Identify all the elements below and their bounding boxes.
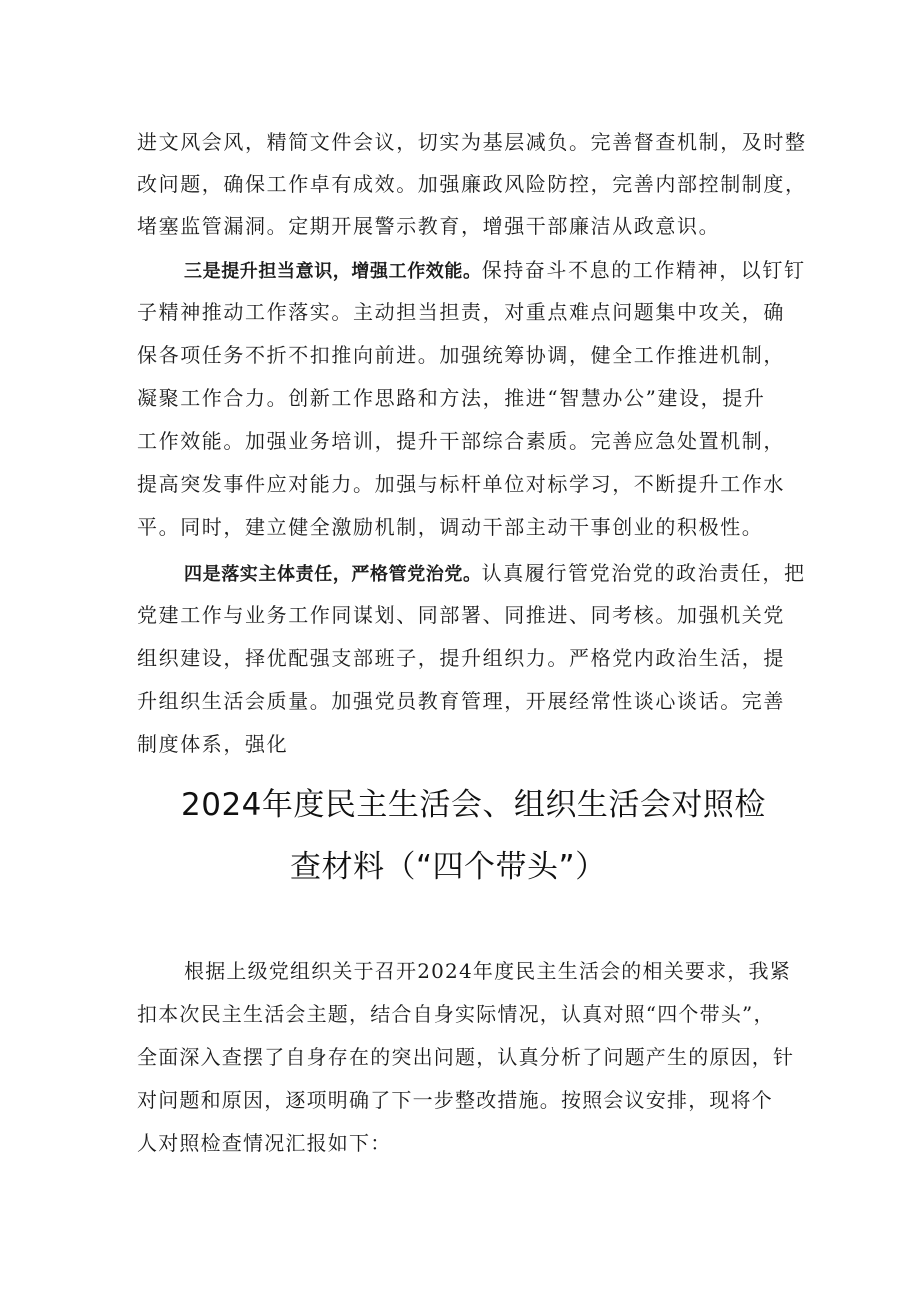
section-four-heading: 四是落实主体责任，严格管党治党。: [184, 564, 482, 585]
intro-line: 根据上级党组织关于召开2024年度民主生活会的相关要求，我紧: [184, 959, 791, 983]
paragraph-line: 升组织生活会质量。加强党员教育管理，开展经常性谈心谈话。完善: [137, 689, 785, 713]
paragraph-line: 平。同时，建立健全激励机制，调动干部主动干事创业的积极性。: [137, 515, 764, 539]
intro-line: 扣本次民主生活会主题，结合自身实际情况，认真对照“四个带头”，: [137, 1002, 775, 1026]
paragraph-first-line: [184, 559, 806, 589]
section-three-heading: 三是提升担当意识，增强工作效能。: [184, 261, 482, 282]
document-title-line-1: 2024年度民主生活会、组织生活会对照检: [181, 787, 766, 823]
paragraph-line: 党建工作与业务工作同谋划、同部署、同推进、同考核。加强机关党: [137, 603, 785, 627]
paragraph-line: 制度体系，强化: [137, 732, 289, 756]
intro-line: 人对照检查情况汇报如下：: [137, 1131, 392, 1155]
intro-line: 对问题和原因，逐项明确了下一步整改措施。按照会议安排，现将个: [137, 1088, 773, 1112]
paragraph-line: 提高突发事件应对能力。加强与标杆单位对标学习，不断提升工作水: [137, 472, 785, 496]
intro-line: 全面深入查摆了自身存在的突出问题，认真分析了问题产生的原因，针: [137, 1045, 795, 1069]
paragraph-line: 子精神推动工作落实。主动担当担责，对重点难点问题集中攻关，确: [137, 300, 785, 324]
paragraph-line: 工作效能。加强业务培训，提升干部综合素质。完善应急处置机制，: [137, 429, 785, 453]
document-title-line-2: 查材料（“四个带头”）: [290, 849, 607, 885]
paragraph-first-line: [184, 256, 806, 286]
paragraph-line: 进文风会风，精简文件会议，切实为基层减负。完善督查机制，及时整: [137, 130, 807, 154]
paragraph-line: 改问题，确保工作卓有成效。加强廉政风险防控，完善内部控制制度，: [137, 172, 807, 196]
paragraph-text: 认真履行管党治党的政治责任，把: [481, 561, 806, 585]
paragraph-line: 凝聚工作合力。创新工作思路和方法，推进“智慧办公”建设，提升: [137, 386, 766, 410]
paragraph-line: 保各项任务不折不扣推向前进。加强统筹协调，健全工作推进机制，: [137, 343, 785, 367]
paragraph-text: 保持奋斗不息的工作精神，以钉钉: [481, 258, 806, 282]
paragraph-line: 组织建设，择优配强支部班子，提升组织力。严格党内政治生活，提: [137, 646, 785, 670]
paragraph-line: 堵塞监管漏洞。定期开展警示教育，增强干部廉洁从政意识。: [137, 214, 721, 238]
